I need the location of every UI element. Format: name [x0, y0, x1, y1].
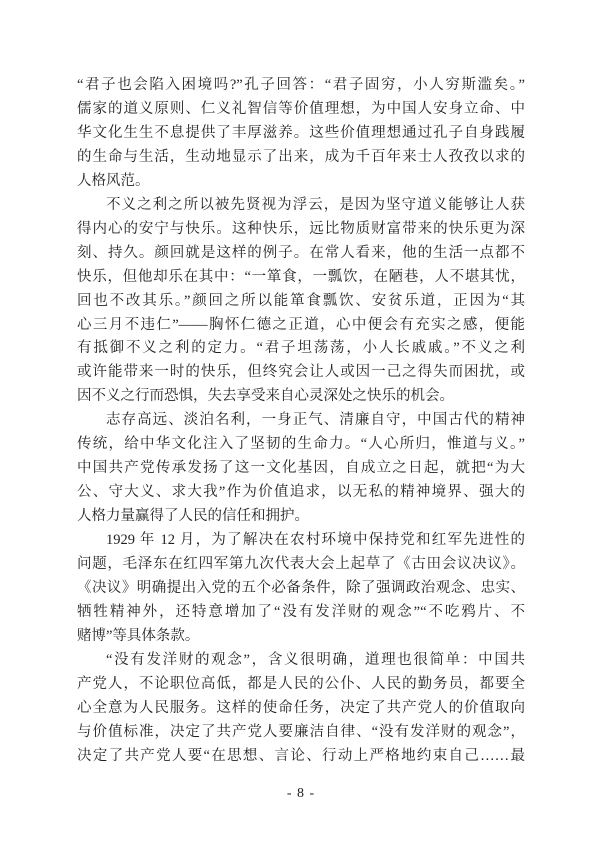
- text-line: 不义之利之所以被先贤视为浮云，是因为坚守道义能够让人获: [106, 196, 525, 213]
- text-line: 问题，毛泽东在红四军第九次代表大会上起草了《古田会议决议》。: [77, 556, 525, 573]
- text-line: 因不义之行而恐惧，失去享受来自心灵深处之快乐的机会。: [77, 388, 454, 405]
- page-footer: [77, 786, 525, 802]
- text-line: 产党人，不论职位高低，都是人民的公仆、人民的勤务员，都要全: [77, 675, 525, 692]
- paragraph-confucius-values: [77, 74, 525, 194]
- paragraph-gutian-resolution: [77, 529, 525, 649]
- text-line: 刻、持久。颜回就是这样的例子。在常人看来，他的生活一点都不: [77, 244, 525, 261]
- text-line: 牺牲精神外，还特意增加了“没有发洋财的观念”“不吃鸦片、不: [77, 603, 525, 620]
- text-line: 人格力量赢得了人民的信任和拥护。: [77, 508, 309, 525]
- text-line: 中国共产党传承发扬了这一文化基因，自成立之日起，就把“为大: [77, 460, 525, 477]
- text-line: 心全意为人民服务。这样的使命任务，决定了共产党人的价值取向: [77, 699, 525, 716]
- text-line: 《决议》明确提出入党的五个必备条件，除了强调政治观念、忠实、: [77, 580, 525, 597]
- text-line: 决定了共产党人要“在思想、言论、行动上严格地约束自己……最: [77, 747, 525, 764]
- text-line: 的生命与生活，生动地显示了出来，成为千百年来士人孜孜以求的: [77, 148, 525, 165]
- text-line: 与价值标准，决定了共产党人要廉洁自律、“没有发洋财的观念”，: [77, 723, 525, 740]
- text-line: 华文化生生不息提供了丰厚滋养。这些价值理想通过孔子自身践履: [77, 124, 525, 141]
- text-line: 志存高远、淡泊名利，一身正气、清廉自守，中国古代的精神: [106, 412, 525, 429]
- text-line: 得内心的安宁与快乐。这种快乐，远比物质财富带来的快乐更为深: [77, 220, 525, 237]
- page-number: - 8 -: [286, 786, 316, 801]
- text-line: 儒家的道义原则、仁义礼智信等价值理想，为中国人安身立命、中: [77, 100, 525, 117]
- text-line: 1929 年 12 月，为了解决在农村环境中保持党和红军先进性的: [106, 532, 525, 549]
- document-text: [77, 74, 525, 769]
- text-line: 传统，给中华文化注入了坚韧的生命力。“人心所归，惟道与义。”: [77, 436, 525, 453]
- text-line: “君子也会陷入困境吗?”孔子回答：“君子固穷，小人穷斯滥矣。”: [77, 77, 525, 93]
- paragraph-party-servant: [77, 649, 525, 769]
- text-line: 公、守大义、求大我”作为价值追求，以无私的精神境界、强大的: [77, 484, 525, 501]
- text-line: 赌博”等具体条款。: [77, 627, 200, 644]
- text-line: 有抵御不义之利的定力。“君子坦荡荡，小人长戚戚。”不义之利: [77, 340, 525, 357]
- text-line: 心三月不违仁”——胸怀仁德之正道，心中便会有充实之感，便能: [77, 316, 525, 333]
- paragraph-yanhui-contentment: [77, 194, 525, 410]
- text-line: 人格风范。: [77, 172, 150, 189]
- text-line: 快乐，但他却乐在其中：“一箪食，一瓢饮，在陋巷，人不堪其忧，: [77, 268, 525, 285]
- text-line: 或许能带来一时的快乐，但终究会让人或因一己之得失而困扰，或: [77, 364, 525, 381]
- paragraph-spiritual-tradition: [77, 409, 525, 529]
- text-line: 回也不改其乐。”颜回之所以能箪食瓢饮、安贫乐道，正因为“其: [77, 292, 525, 309]
- text-line: “没有发洋财的观念”，含义很明确，道理也很简单：中国共: [106, 651, 525, 668]
